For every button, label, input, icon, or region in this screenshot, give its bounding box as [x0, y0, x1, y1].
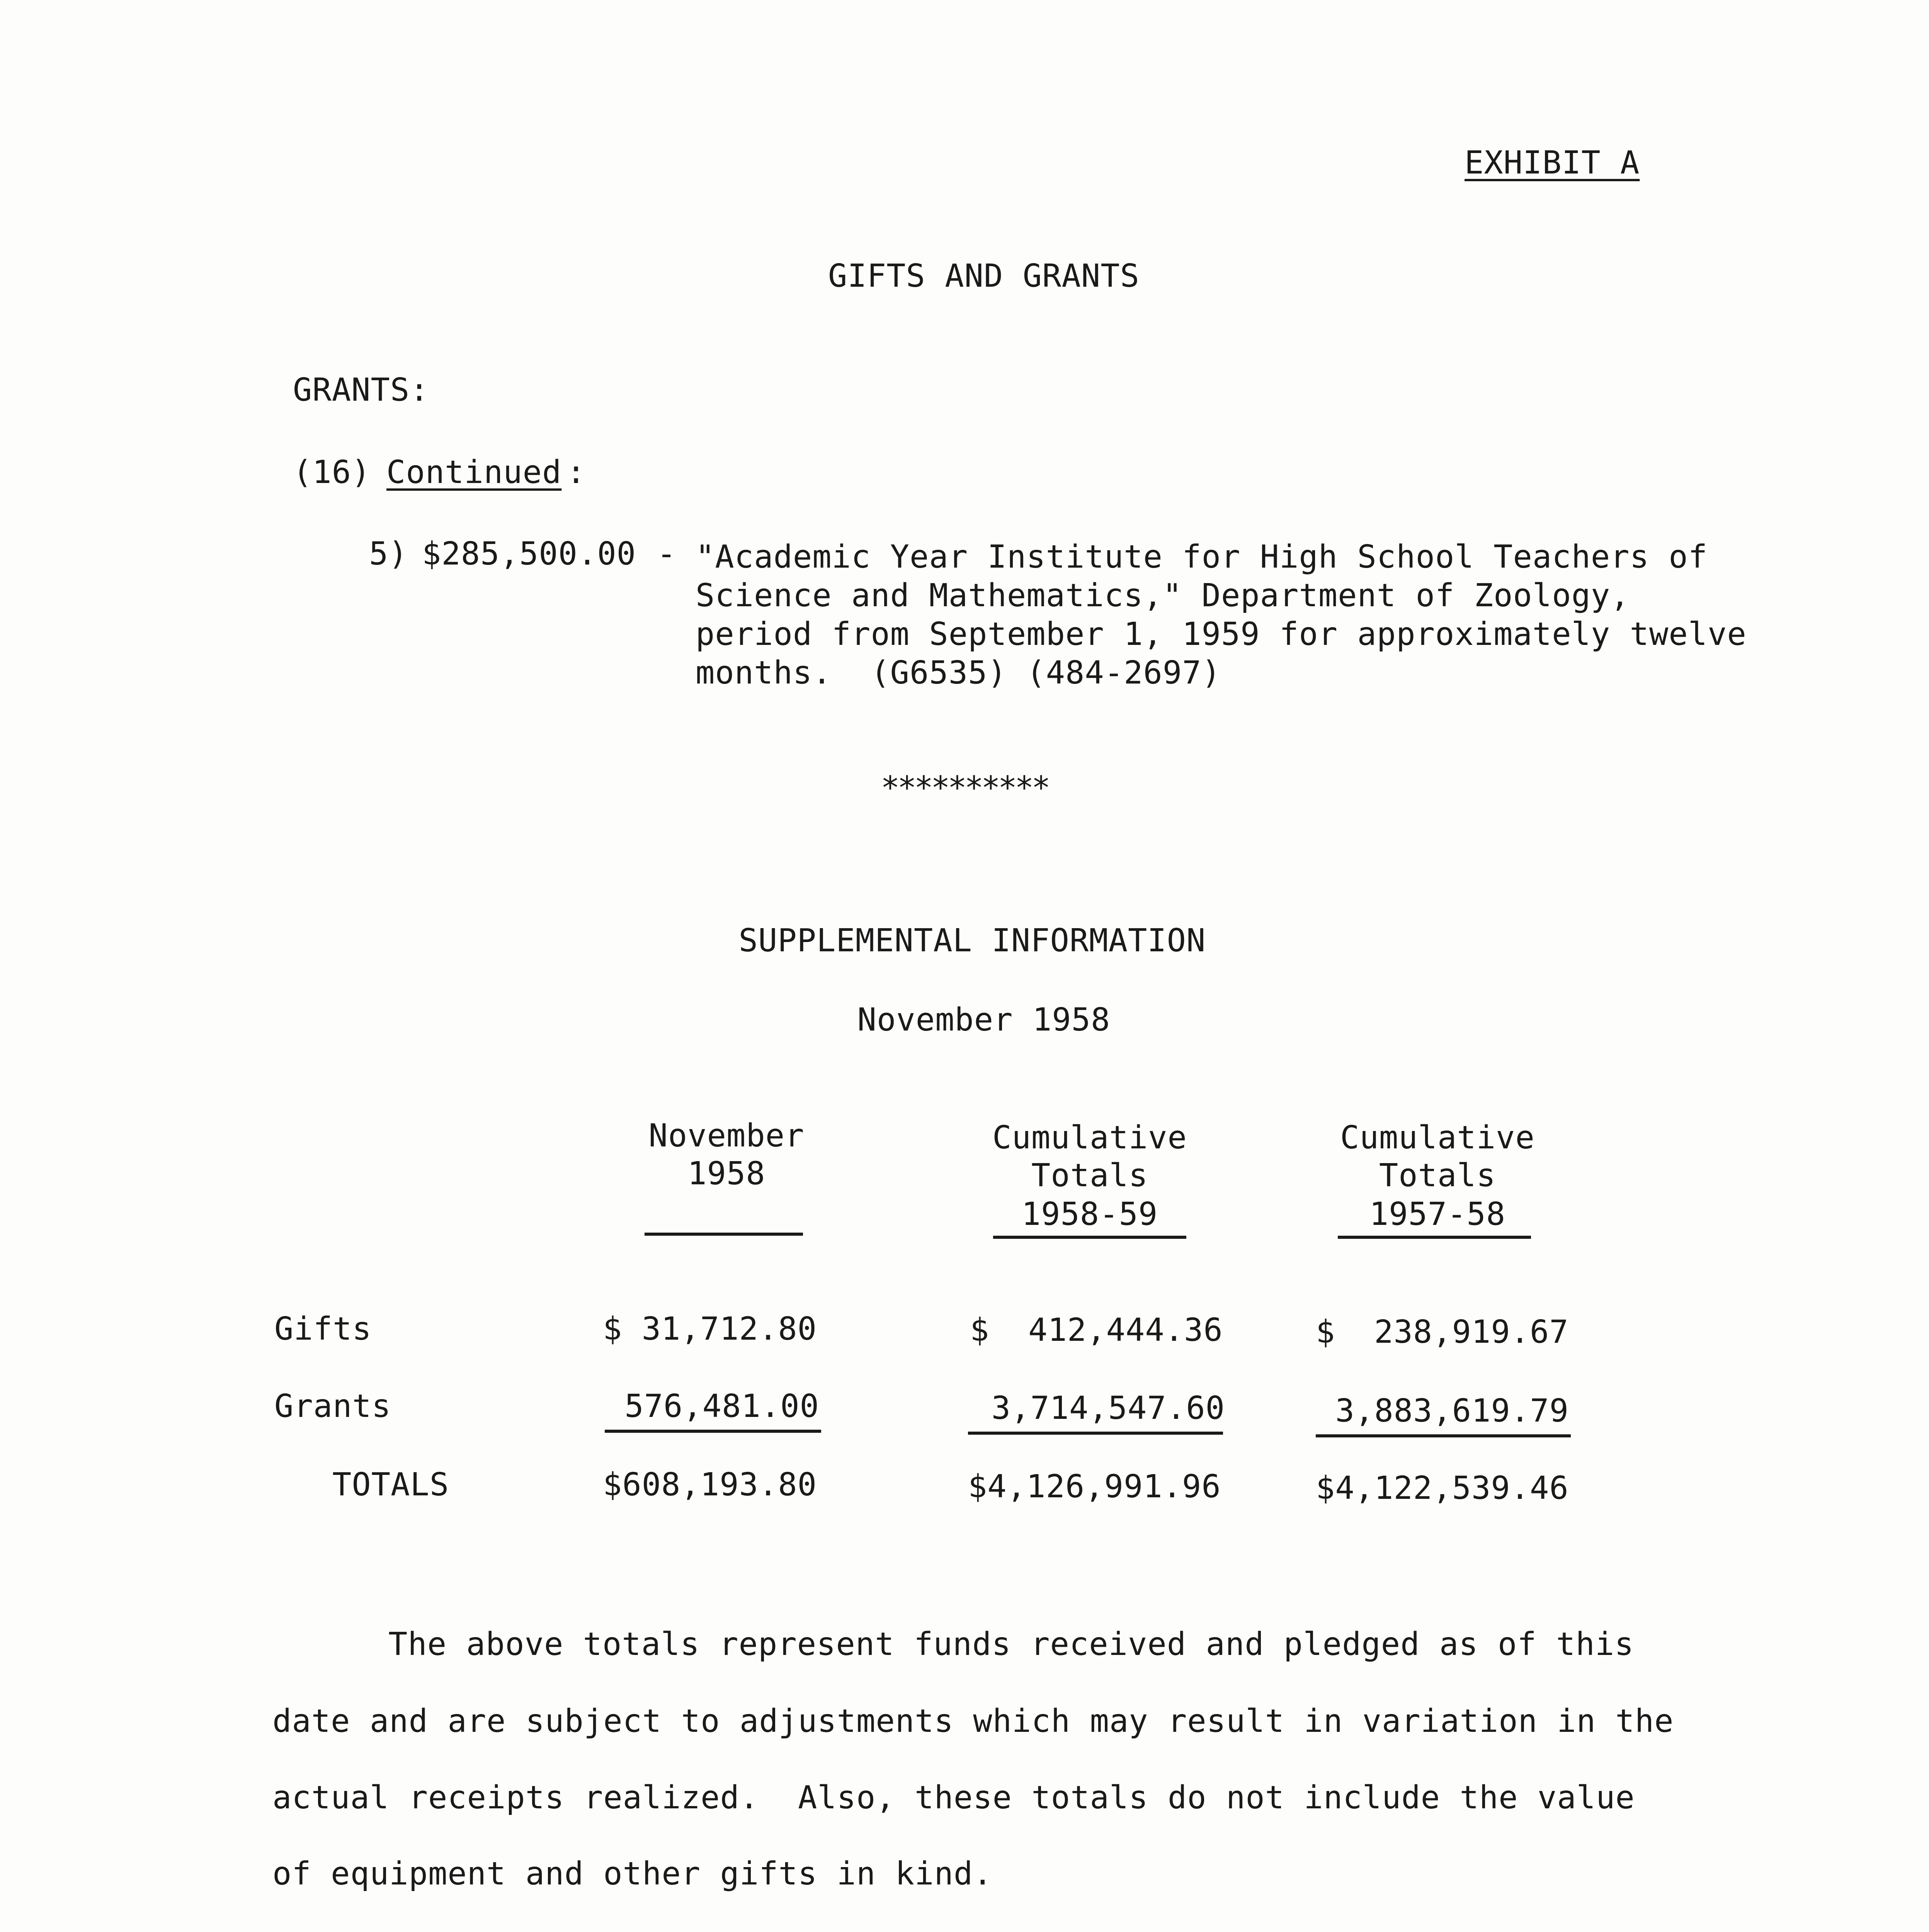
row-value: 3,883,619.79 [1335, 1393, 1569, 1429]
row-value-rule [968, 1432, 1223, 1435]
entry-dash: - [657, 536, 677, 572]
column-header-line: 1958 [687, 1155, 765, 1192]
supplemental-subtitle: November 1958 [857, 1002, 1111, 1038]
column-header-line: Totals [1031, 1157, 1148, 1194]
column-header-line: Cumulative [1340, 1119, 1535, 1156]
row-value-rule [1316, 1434, 1571, 1437]
row-value: 576,481.00 [624, 1388, 819, 1425]
entry-description-line: "Academic Year Institute for High School Teachers of [696, 539, 1708, 575]
entry-description-line: months. (G6535) (484-2697) [696, 655, 1221, 691]
entry-description-line: period from September 1, 1959 for approximately twelve [696, 616, 1747, 653]
column-header-line: 1957-58 [1369, 1196, 1506, 1233]
entry-number: 5) [369, 536, 408, 572]
grants-heading: GRANTS: [293, 372, 429, 408]
note-line: The above totals represent funds received and pledged as of this [388, 1626, 1634, 1663]
supplemental-title: SUPPLEMENTAL INFORMATION [738, 922, 1206, 959]
note-line: date and are subject to adjustments which may result in variation in the [272, 1703, 1674, 1740]
note-line: of equipment and other gifts in kind. [272, 1855, 993, 1892]
row-label: TOTALS [332, 1466, 449, 1503]
row-label: Gifts [274, 1311, 372, 1347]
item-number: (16) [293, 454, 371, 491]
row-value: $4,126,991.96 [968, 1468, 1221, 1505]
row-value: $ 412,444.36 [970, 1312, 1223, 1349]
item-status-colon: : [566, 454, 586, 491]
document-title: GIFTS AND GRANTS [828, 258, 1140, 294]
row-value: $4,122,539.46 [1316, 1470, 1569, 1507]
row-value: $ 238,919.67 [1316, 1314, 1569, 1350]
row-value: $ 31,712.80 [603, 1311, 817, 1347]
row-value-rule [605, 1430, 821, 1433]
column-header-line: Totals [1379, 1157, 1496, 1194]
note-line: actual receipts realized. Also, these totals do not include the value [272, 1779, 1635, 1816]
item-status-continued: Continued [386, 454, 562, 491]
entry-amount: $285,500.00 [422, 536, 636, 572]
entry-description-line: Science and Mathematics," Department of Zoology, [696, 577, 1630, 614]
row-label: Grants [274, 1388, 391, 1425]
column-header-rule [993, 1236, 1186, 1239]
column-header-rule [645, 1233, 803, 1236]
section-separator: ********** [881, 770, 1048, 806]
column-header-line: Cumulative [992, 1119, 1187, 1156]
column-header-rule [1338, 1236, 1531, 1239]
exhibit-label: EXHIBIT A [1465, 145, 1640, 181]
column-header-line: November [648, 1117, 805, 1154]
row-value: 3,714,547.60 [991, 1390, 1225, 1427]
column-header-line: 1958-59 [1021, 1196, 1158, 1233]
row-value: $608,193.80 [603, 1466, 817, 1503]
